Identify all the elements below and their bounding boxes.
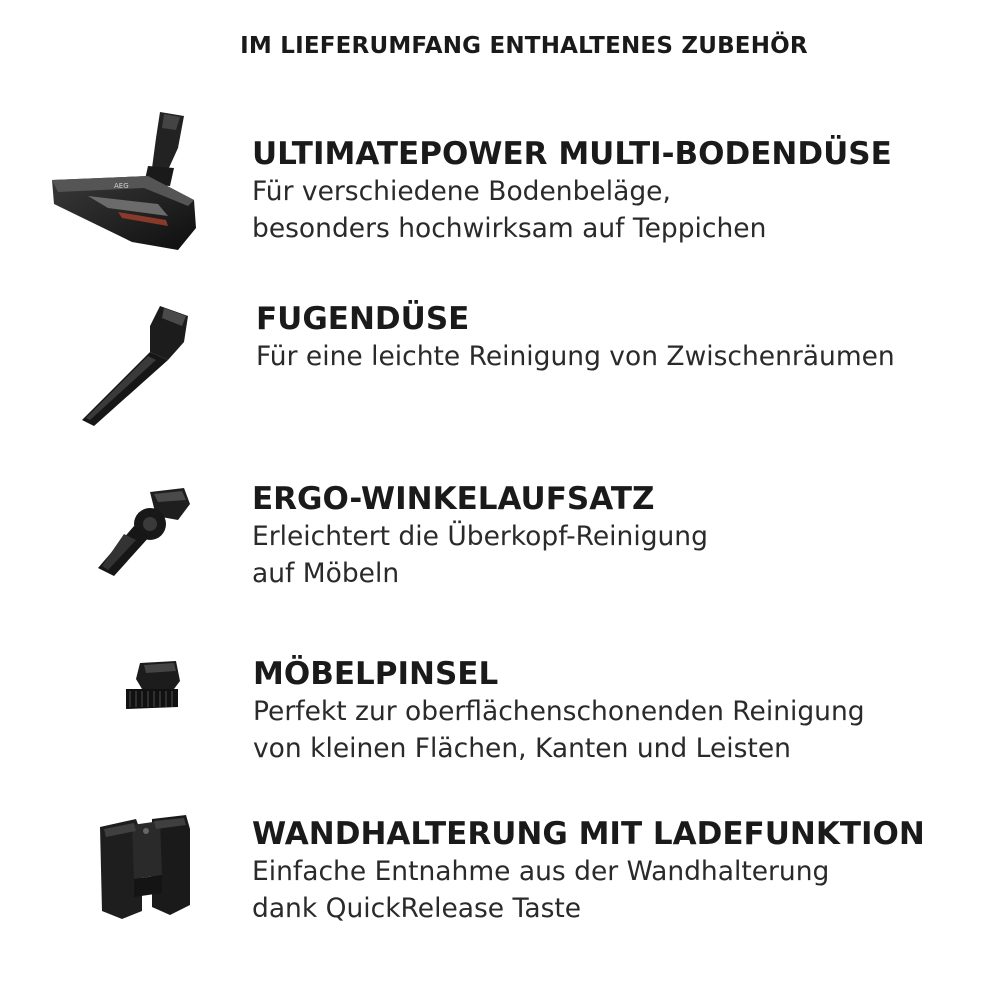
wall-mount-image xyxy=(96,815,196,921)
crevice-tool-image xyxy=(78,302,198,432)
item-title: ULTIMATEPOWER MULTI-BODENDÜSE xyxy=(252,136,892,172)
page-title: IM LIEFERUMFANG ENTHALTENES ZUBEHÖR xyxy=(240,33,808,59)
item-title: MÖBELPINSEL xyxy=(253,656,499,692)
floor-nozzle-image xyxy=(48,108,200,256)
item-title: ERGO-WINKELAUFSATZ xyxy=(252,481,655,517)
item-title: WANDHALTERUNG MIT LADEFUNKTION xyxy=(252,816,925,852)
item-description-line: dank QuickRelease Taste xyxy=(252,893,582,924)
item-description-line: Für eine leichte Reinigung von Zwischenräumen xyxy=(256,341,895,372)
brand-logo-text: AEG xyxy=(114,182,129,190)
angle-adapter-image xyxy=(94,486,194,582)
dusting-brush-image xyxy=(122,659,184,715)
item-description-line: besonders hochwirksam auf Teppichen xyxy=(252,213,767,244)
item-description-line: Für verschiedene Bodenbeläge, xyxy=(252,176,671,207)
item-description-line: Erleichtert die Überkopf-Reinigung xyxy=(252,521,708,552)
item-title: FUGENDÜSE xyxy=(256,301,470,337)
item-description-line: Perfekt zur oberflächenschonenden Reinigung xyxy=(253,696,865,727)
item-description-line: Einfache Entnahme aus der Wandhalterung xyxy=(252,856,830,887)
item-description-line: von kleinen Flächen, Kanten und Leisten xyxy=(253,733,791,764)
item-description-line: auf Möbeln xyxy=(252,558,400,589)
